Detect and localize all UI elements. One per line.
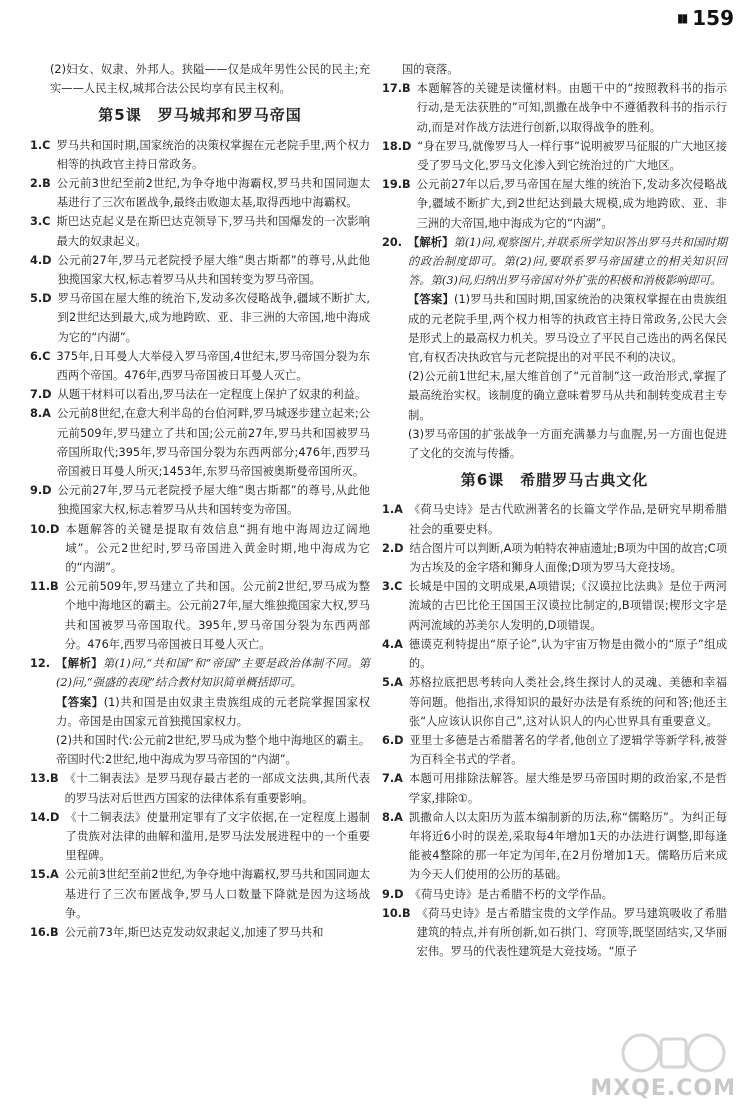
item-number: 15.A [30, 868, 59, 882]
item-text: 《十二铜表法》使量刑定罪有了文字依据,在一定程度上遏制了贵族对法律的曲解和滥用,是罗马法发展进程中的一个重要里程碑。 [65, 810, 370, 863]
item-text: 罗马帝国在屋大维的统治下,发动多次侵略战争,疆域不断扩大,到2世纪达到最大,成为地跨欧、亚、非三洲的大帝国,地中海成为它的“内湖”。 [57, 292, 370, 344]
item-text: 《荷马史诗》是古希腊不朽的文学作品。 [409, 887, 613, 901]
right-column [382, 60, 727, 961]
item-text: 公元前3世纪至前2世纪,为争夺地中海霸权,罗马共和国同迦太基进行了三次布匿战争,罗马人口数量下降就是因为这场战争。 [64, 868, 370, 920]
item-text: 公元前73年,斯巴达克发动奴隶起义,加速了罗马共和 [64, 925, 324, 939]
answer-item [30, 347, 370, 385]
answer-item [382, 731, 727, 769]
item-number: 8.A [382, 810, 403, 824]
item-number: 7.D [30, 388, 52, 402]
answer-item [382, 769, 727, 807]
item-text: 《十二铜表法》是罗马现存最古老的一部成文法典,其所代表的罗马法对后世西方国家的法律体系有重要影响。 [64, 772, 370, 805]
item-text: 公元前509年,罗马建立了共和国。公元前2世纪,罗马成为整个地中海地区的霸主。公元前27年,屋大维独揽国家大权,罗马共和国被罗马帝国取代。395年,罗马帝国分裂为东西两部分。476年,西罗马帝国被日耳曼人灭亡。 [64, 580, 370, 651]
item-text: “身在罗马,就像罗马人一样行事”说明被罗马征服的广大地区接受了罗马文化,罗马文化渗入到它统治过的广大地区。 [417, 139, 727, 173]
answer-item [30, 385, 370, 404]
left-tail-list [30, 769, 370, 942]
answer-item [30, 289, 370, 347]
answer-item [382, 635, 727, 673]
answer-item [30, 212, 370, 250]
intro-paragraph: (2)妇女、奴隶、外邦人。狭隘——仅是成年男性公民的民主;充实——人民主权,城邦合法公民均享有民主权利。 [50, 63, 370, 96]
answer-item [382, 904, 727, 962]
item-text: 公元前27年,罗马元老院授予屋大维“奥古斯都”的尊号,从此他独揽国家大权,标志着罗马从共和国转变为罗马帝国。 [57, 253, 370, 287]
answer-item [30, 808, 370, 866]
item-text: 长城是中国的文明成果,A项错误;《汉谟拉比法典》是位于两河流域的古巴比伦王国国王汉谟拉比制定的,B项错误;楔形文字是两河流域的苏美尔人发明的,D项错误。 [408, 580, 727, 632]
item-text: 结合图片可以判断,A项为帕特农神庙遗址;B项为中国的故宫;C项为古埃及的金字塔和狮身人面像;D项为罗马大竞技场。 [409, 541, 727, 575]
answer-item-20 [382, 233, 727, 463]
item-number: 16.B [30, 925, 59, 939]
answer-item [30, 404, 370, 481]
answer-text-3: (3)罗马帝国的扩张战争一方面充满暴力与血腥,另一方面也促进了文化的交流与传播。 [408, 427, 727, 461]
item-text: 本题解答的关键是读懂材料。由题干中的“按照教科书的指示行动,是无法获胜的”可知,凯撒在战争中不遵循教科书的指示行动,而是对作战方法进行创新,以取得战争的胜利。 [416, 82, 727, 134]
left-column [30, 60, 370, 942]
answer-item [382, 539, 727, 577]
answer-item-12 [30, 654, 370, 769]
answer-item [382, 673, 727, 731]
item-number: 13.B [30, 772, 59, 786]
item-number: 2.B [30, 177, 51, 191]
page-mark-icon: ▮▮ [677, 11, 687, 25]
item-number: 17.B [382, 82, 411, 96]
answer-item [30, 520, 370, 578]
item-number: 10.B [382, 906, 411, 920]
item-text: 本题可用排除法解答。屋大维是罗马帝国时期的政治家,不是哲学家,排除①。 [408, 772, 727, 805]
item-text: 苏格拉底把思考转向人类社会,终生探讨人的灵魂、美德和幸福等问题。他指出,求得知识的最好办法是有系统的问和答;他还主张“人应该认识你自己”,这对认识人的内心世界具有重要意义。 [408, 676, 727, 728]
item-number: 20. [382, 235, 403, 249]
item-text: 公元前3世纪至前2世纪,为争夺地中海霸权,罗马共和国同迦太基进行了三次布匿战争,最终击败迦太基,取得西地中海霸权。 [56, 177, 370, 210]
item-text: 公元前27年以后,罗马帝国在屋大维的统治下,发动多次侵略战争,疆域不断扩大,到2世纪达到最大规模,成为地跨欧、亚、非三洲的大帝国,地中海成为它的“内湖”。 [416, 178, 727, 230]
item-number: 2.D [382, 541, 404, 555]
item-number: 8.A [30, 407, 51, 421]
item-number: 6.D [382, 733, 404, 747]
watermark-icon [611, 1031, 736, 1076]
answer-tag: 【答案】 [56, 695, 104, 709]
item-number: 5.D [30, 292, 52, 306]
item-number: 12. [30, 657, 51, 671]
item-number: 3.C [30, 215, 51, 229]
lesson5-answer-list [30, 136, 370, 654]
answer-text-1: (1)共和国是由奴隶主贵族组成的元老院掌握国家权力。帝国是由国家元首独揽国家权力。 [56, 695, 370, 728]
item-number: 19.B [382, 178, 411, 192]
item-number: 1.A [382, 503, 403, 517]
answer-item [30, 481, 370, 519]
answer-item [30, 923, 370, 942]
answer-item [30, 251, 370, 289]
item-number: 9.D [382, 887, 404, 901]
lesson6-title: 第6课 希腊罗马古典文化 [460, 471, 649, 490]
answer-item [382, 577, 727, 635]
item-text: 亚里士多德是古希腊著名的学者,他创立了逻辑学等新学科,被誉为百科全书式的学者。 [409, 733, 727, 767]
item-number: 7.A [382, 772, 403, 786]
answer-item [382, 500, 727, 538]
answer-text-1: (1)罗马共和国时期,国家统治的决策权掌握在由贵族组成的元老院手里,两个权力相等的执政官主持日常政务,公民大会是形式上的最高权力机关。罗马设立了平民自己选出的两名保民官,有权否决执政官与元老院提出的对平民不利的决议。 [408, 293, 727, 365]
analysis-text: 第(1)问,“共和国”和“帝国”主要是政治体制不同。第(2)问,“强盛的表现”结合教材知识简单概括即可。 [56, 657, 370, 690]
page-number [677, 6, 734, 30]
answer-item [30, 769, 370, 807]
answer-item [382, 79, 727, 137]
item-text: 斯巴达克起义是在斯巴达克领导下,罗马共和国爆发的一次影响最大的奴隶起义。 [56, 215, 370, 248]
item-text: 罗马共和国时期,国家统治的决策权掌握在元老院手里,两个权力相等的执政官主持日常政务。 [56, 138, 370, 171]
page-number-text: 159 [692, 6, 734, 30]
answer-tag: 【答案】 [408, 293, 455, 307]
item-number: 1.C [30, 138, 51, 152]
answer-item [382, 885, 727, 904]
item-number: 11.B [30, 580, 59, 594]
analysis-tag: 【解析】 [408, 235, 454, 249]
watermark-text: MXQE.COM [590, 1076, 736, 1101]
answer-item [30, 136, 370, 174]
item-number: 9.D [30, 484, 52, 498]
answer-item [382, 808, 727, 885]
answer-text-2: (2)公元前1世纪末,屋大维首创了“元首制”这一政治形式,掌握了最高统治实权。该制度的确立意味着罗马从共和制转变成君主专制。 [408, 370, 727, 422]
item-number: 18.D [382, 139, 412, 153]
answer-item [382, 175, 727, 233]
item-number: 4.A [382, 637, 403, 651]
answer-item [30, 577, 370, 654]
item-text: 《荷马史诗》是古希腊宝贵的文学作品。罗马建筑吸收了希腊建筑的特点,并有所创新,如石拱门、穹顶等,既坚固结实,又华丽宏伟。罗马的代表性建筑是大竞技场。“原子 [416, 906, 727, 959]
item-text: 公元前8世纪,在意大利半岛的台伯河畔,罗马城逐步建立起来;公元前509年,罗马建立了共和国;公元前27年,罗马共和国被罗马帝国所取代;395年,罗马帝国分裂为东西两部分;476年,西罗马帝国被日耳曼人所灭;1453年,东罗马帝国被奥斯曼帝国所灭。 [56, 407, 370, 479]
item-text: 从题干材料可以看出,罗马法在一定程度上保护了奴隶的利益。 [57, 388, 367, 402]
answer-item [30, 865, 370, 923]
right-answer-list [382, 79, 727, 233]
watermark-logo [590, 1031, 736, 1101]
item-number: 5.A [382, 676, 403, 690]
analysis-text: 第(1)问,观察图片,并联系所学知识答出罗马共和国时期的政治制度即可。第(2)问,要联系罗马帝国建立的相关知识回答。第(3)问,归纳出罗马帝国对外扩张的积极和消极影响即可。 [408, 235, 727, 288]
item-number: 10.D [30, 522, 60, 536]
answer-item [382, 137, 727, 175]
answer-item [30, 174, 370, 212]
continued-text: 国的衰落。 [402, 63, 459, 76]
item-text: 375年,日耳曼人大举侵入罗马帝国,4世纪末,罗马帝国分裂为东西两个帝国。476年,西罗马帝国被日耳曼人灭亡。 [56, 349, 370, 383]
item-text: 本题解答的关键是提取有效信息“拥有地中海周边辽阔地域”。公元2世纪时,罗马帝国进入黄金时期,地中海成为它的“内湖”。 [65, 522, 370, 575]
item-text: 公元前27年,罗马元老院授予屋大维“奥古斯都”的尊号,从此他独揽国家大权,标志着罗马从共和国转变为帝国。 [57, 484, 370, 517]
answer-text-2: (2)共和国时代:公元前2世纪,罗马成为整个地中海地区的霸主。帝国时代:2世纪,地中海成为罗马帝国的“内湖”。 [56, 733, 370, 767]
item-number: 4.D [30, 253, 52, 267]
lesson5-title: 第5课 罗马城邦和罗马帝国 [98, 106, 302, 125]
item-number: 6.C [30, 349, 51, 363]
item-text: 凯撒命人以太阳历为蓝本编制新的历法,称“儒略历”。为纠正每年将近6小时的误差,采取每4年增加1天的办法进行调整,即每逢能被4整除的那一年定为闰年,在2月份增加1天。儒略历后来成为今天人们使用的公历的基础。 [408, 810, 727, 882]
item-number: 3.C [382, 580, 403, 594]
item-number: 14.D [30, 810, 60, 824]
item-text: 《荷马史诗》是古代欧洲著名的长篇文学作品,是研究早期希腊社会的重要史料。 [408, 503, 727, 536]
item-text: 德谟克利特提出“原子论”,认为宇宙万物是由微小的“原子”组成的。 [408, 637, 727, 671]
lesson6-answer-list [382, 500, 727, 961]
analysis-tag: 【解析】 [56, 657, 103, 671]
